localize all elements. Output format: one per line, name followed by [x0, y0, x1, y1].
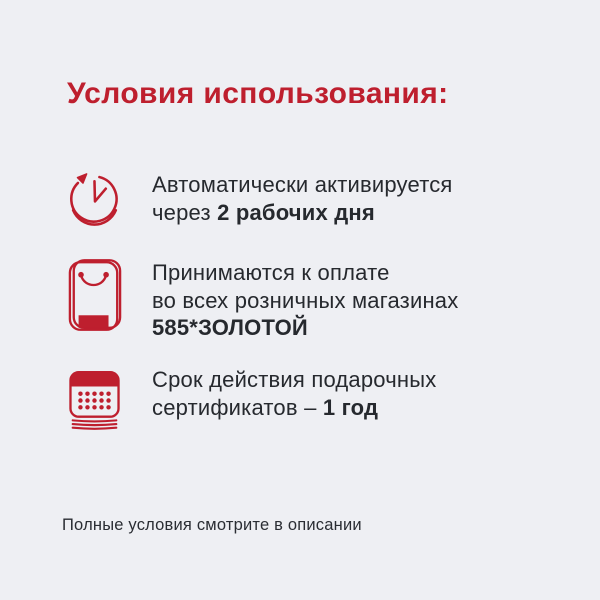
benefit-text: [152, 366, 436, 421]
benefit-highlight: 2 рабочих дня: [217, 199, 375, 225]
benefit-line: во всех розничных магазинах: [152, 287, 459, 313]
benefit-line: через: [152, 199, 218, 225]
benefit-highlight: 1 год: [322, 394, 379, 420]
tear-off-calendar-icon: [68, 370, 121, 432]
footer-note: Полные условия смотрите в описании: [62, 516, 362, 534]
benefit-text: [152, 259, 458, 342]
timer-clock-icon: [64, 168, 123, 229]
shopping-bag-icon: [67, 258, 123, 332]
benefit-line: сертификатов –: [152, 394, 323, 420]
benefit-text: [152, 171, 453, 226]
page-title: Условия использования:: [67, 77, 449, 110]
benefit-highlight: 585*ЗОЛОТОЙ: [152, 315, 308, 340]
benefit-line: Автоматически активируется: [152, 172, 453, 197]
benefit-line: Срок действия подарочных: [152, 367, 437, 392]
benefit-line: Принимаются к оплате: [152, 260, 390, 285]
